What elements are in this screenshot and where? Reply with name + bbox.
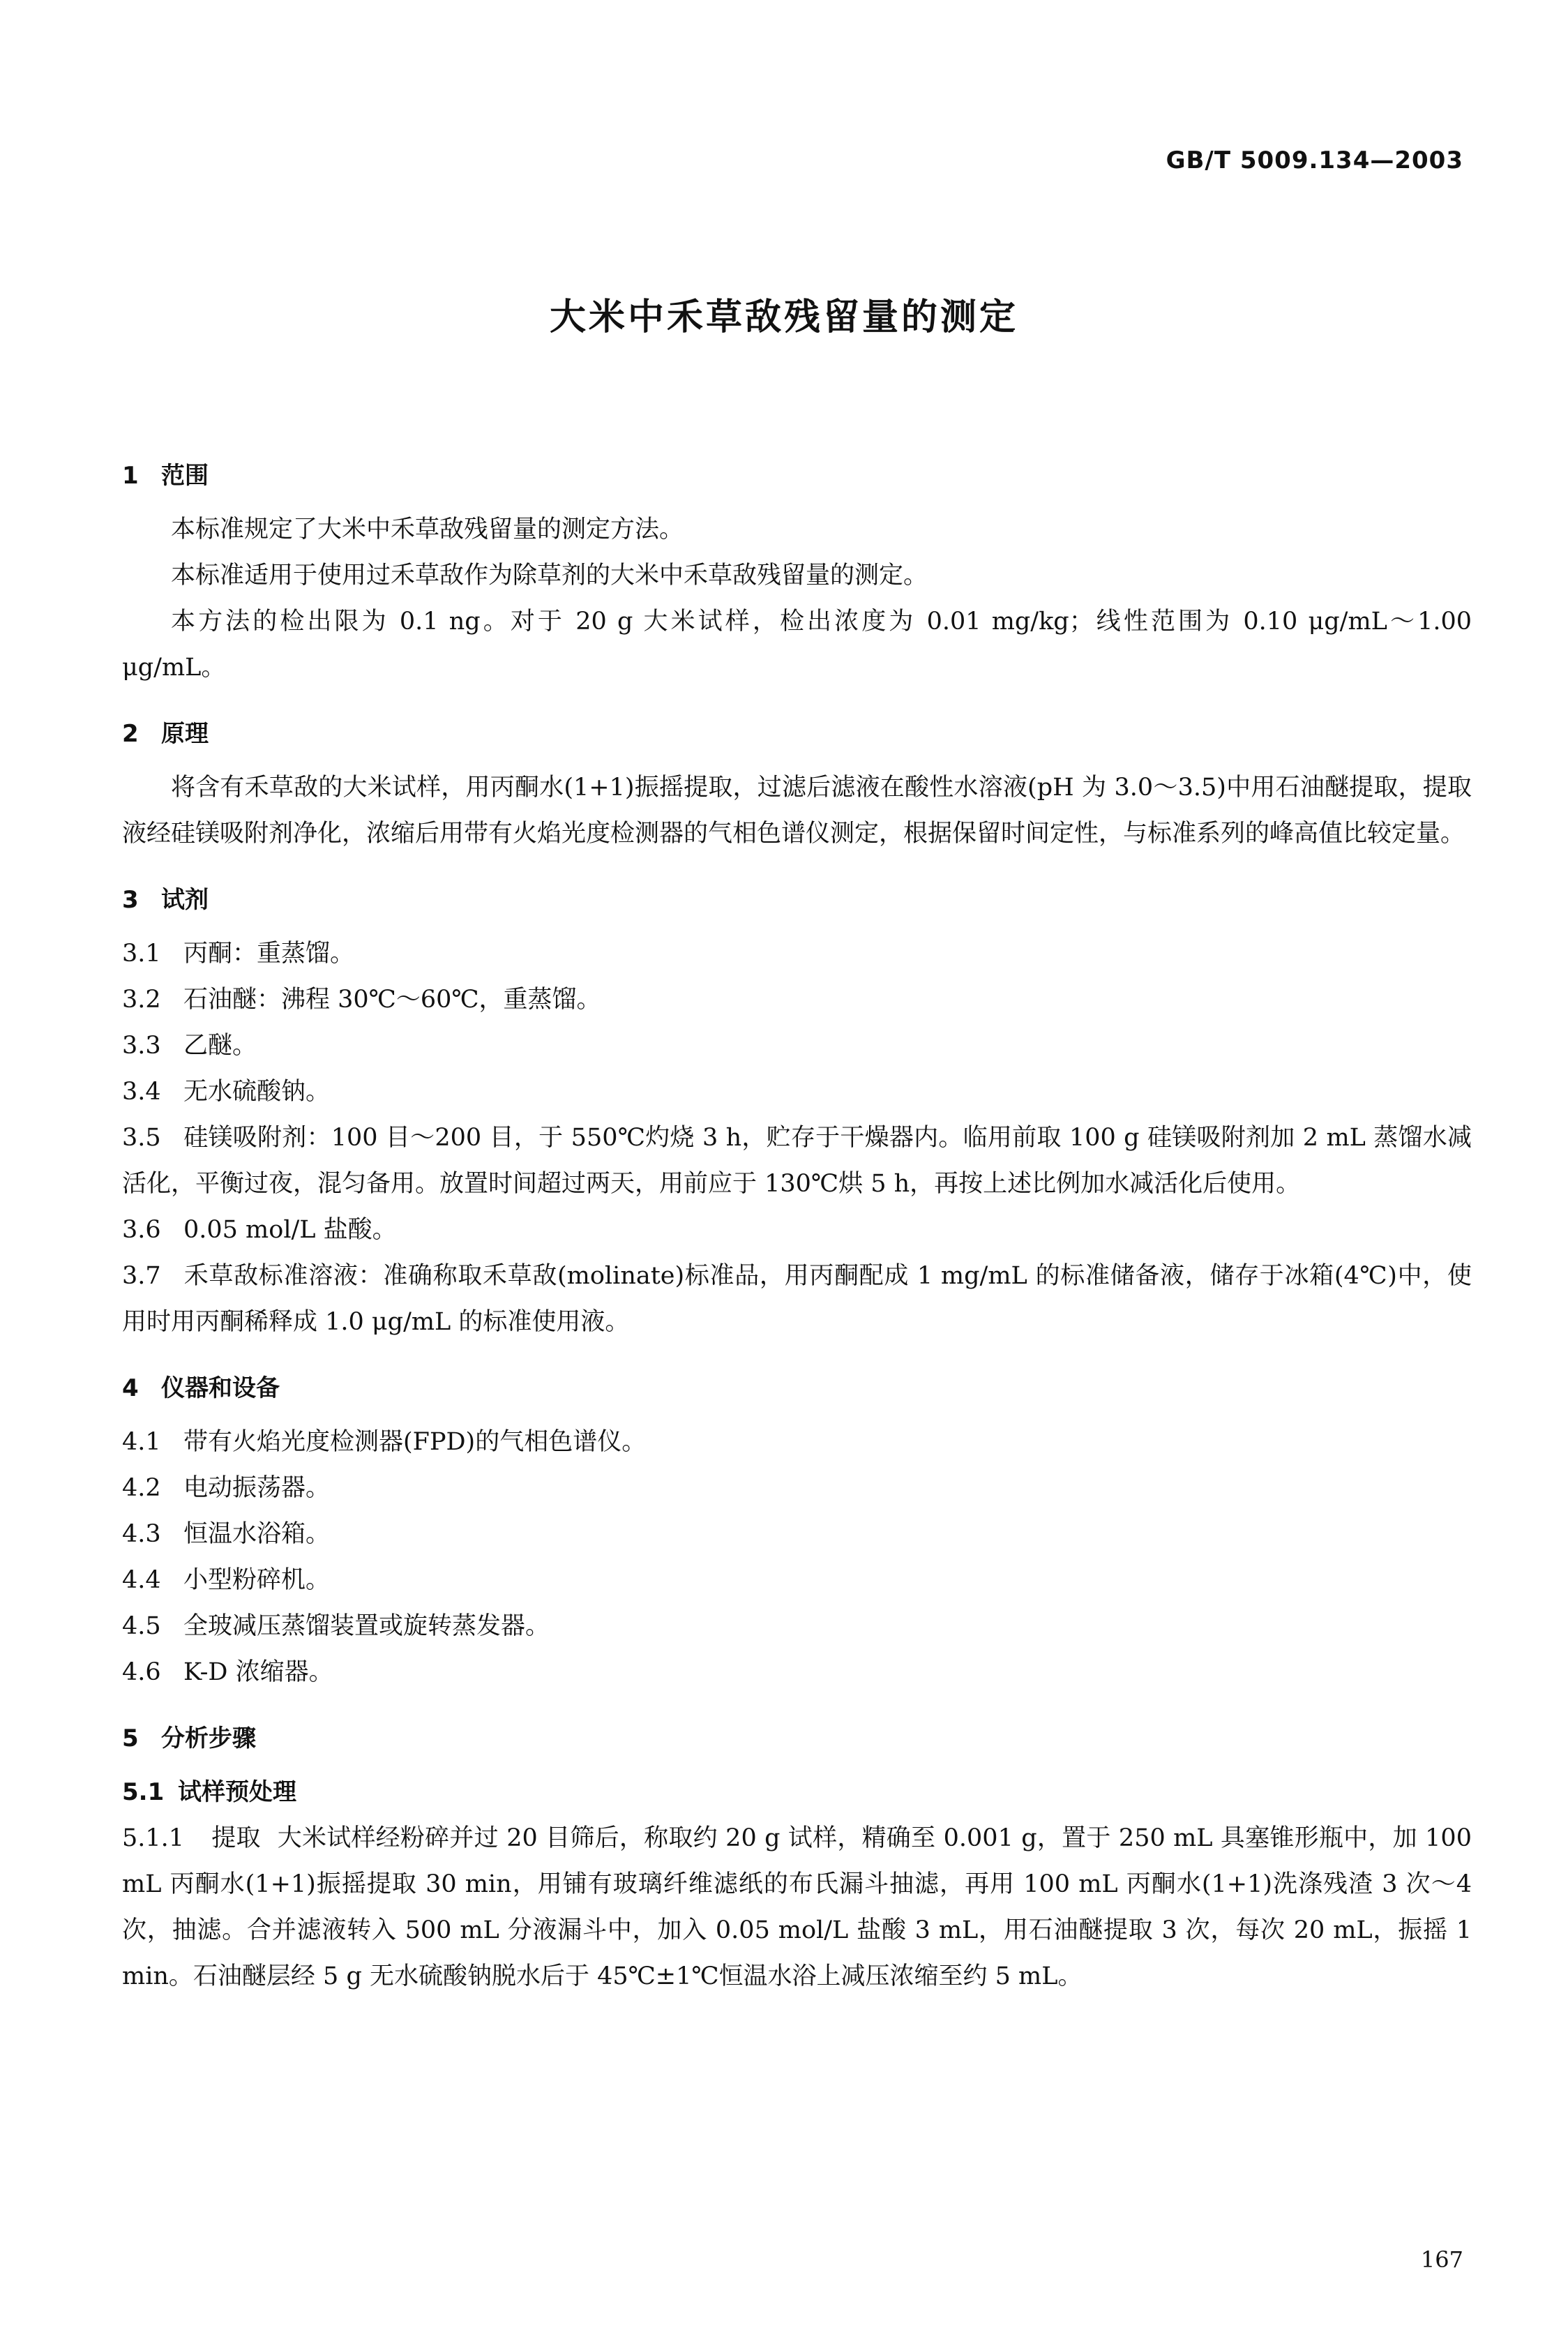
standard-code: GB/T 5009.134—2003 [1166, 146, 1463, 174]
section-number: 2 [122, 720, 139, 748]
item-text: 石油醚：沸程 30℃～60℃，重蒸馏。 [183, 986, 601, 1014]
section-heading [122, 1708, 1472, 1769]
item-number: 3.4 [122, 1078, 161, 1106]
item-text: 全玻减压蒸馏装置或旋转蒸发器。 [183, 1612, 550, 1640]
list-item [122, 1115, 1472, 1207]
item-text: 大米试样经粉碎并过 20 目筛后，称取约 20 g 试样，精确至 0.001 g，置于 250 mL 具塞锥形瓶中，加 100 mL 丙酮水(1+1)振摇提取 30 min，用铺有玻璃纤维滤纸的布氏漏斗抽滤，再用 100 mL 丙酮水(1+1)洗涤残渣 3 次～4 次，抽滤。合并滤液转入 500 mL 分液漏斗中，加入 0.05 mol/L 盐酸 3 mL，用石油醚提取 3 次，每次 20 mL，振摇 1 min。石油醚层经 5 g 无水硫酸钠脱水后于 45℃±1℃恒温水浴上减压浓缩至约 5 mL。 [122, 1824, 1472, 1990]
section-heading [122, 1358, 1472, 1419]
item-number: 4.1 [122, 1428, 161, 1456]
section-title: 仪器和设备 [161, 1374, 280, 1402]
item-text: K-D 浓缩器。 [183, 1658, 333, 1686]
paragraph: 本标准适用于使用过禾草敌作为除草剂的大米中禾草敌残留量的测定。 [171, 562, 928, 589]
list-item [122, 1419, 1472, 1465]
document-body [122, 433, 1472, 1999]
item-number: 3.3 [122, 1032, 161, 1060]
item-lead: 提取 [211, 1824, 261, 1852]
item-number: 4.3 [122, 1520, 161, 1548]
paragraph: 本标准规定了大米中禾草敌残留量的测定方法。 [171, 516, 684, 543]
subsection-number: 5.1 [122, 1778, 165, 1806]
item-text: 硅镁吸附剂：100 目～200 目，于 550℃灼烧 3 h，贮存于干燥器内。临用前取 100 g 硅镁吸附剂加 2 mL 蒸馏水减活化，平衡过夜，混匀备用。放置时间超过两天，用前应于 130℃烘 5 h，再按上述比例加水减活化后使用。 [122, 1124, 1472, 1198]
item-text: 乙醚。 [183, 1032, 257, 1060]
item-number: 3.6 [122, 1216, 161, 1244]
list-item [122, 1023, 1472, 1069]
section-title: 试剂 [161, 886, 209, 914]
paragraph: 本方法的检出限为 0.1 ng。对于 20 g 大米试样，检出浓度为 0.01 mg/kg；线性范围为 0.10 μg/mL～1.00 μg/mL。 [122, 608, 1472, 682]
list-item [122, 1465, 1472, 1511]
section-title: 范围 [161, 462, 209, 490]
section-title: 原理 [161, 720, 209, 748]
item-number: 3.2 [122, 986, 161, 1014]
list-item [122, 1069, 1472, 1115]
item-number: 5.1.1 [122, 1824, 185, 1852]
item-text: 电动振荡器。 [183, 1474, 331, 1502]
page-number: 167 [1420, 2246, 1463, 2273]
item-text: 0.05 mol/L 盐酸。 [183, 1216, 397, 1244]
item-number: 4.2 [122, 1474, 161, 1502]
list-item [122, 1603, 1472, 1649]
list-item [122, 1253, 1472, 1345]
subsection-heading [122, 1769, 1472, 1815]
list-item [122, 1815, 1472, 1999]
paragraph: 将含有禾草敌的大米试样，用丙酮水(1+1)振摇提取，过滤后滤液在酸性水溶液(pH 为 3.0～3.5)中用石油醚提取，提取液经硅镁吸附剂净化，浓缩后用带有火焰光度检测器的气相色谱仪测定，根据保留时间定性，与标准系列的峰高值比较定量。 [122, 774, 1472, 848]
section-number: 4 [122, 1374, 139, 1402]
list-item [122, 1207, 1472, 1253]
document-title: 大米中禾草敌残留量的测定 [549, 296, 1018, 338]
item-number: 3.1 [122, 940, 161, 968]
item-number: 3.7 [122, 1262, 161, 1290]
item-text: 恒温水浴箱。 [183, 1520, 331, 1548]
item-number: 3.5 [122, 1124, 161, 1152]
item-text: 带有火焰光度检测器(FPD)的气相色谱仪。 [183, 1428, 647, 1456]
subsection-title: 试样预处理 [178, 1778, 296, 1806]
item-number: 4.4 [122, 1566, 161, 1594]
item-text: 丙酮：重蒸馏。 [183, 940, 355, 968]
list-item [122, 1649, 1472, 1695]
item-text: 小型粉碎机。 [183, 1566, 331, 1594]
section-heading [122, 703, 1472, 765]
item-text: 禾草敌标准溶液：准确称取禾草敌(molinate)标准品，用丙酮配成 1 mg/mL 的标准储备液，储存于冰箱(4℃)中，使用时用丙酮稀释成 1.0 μg/mL 的标准使用液。 [122, 1262, 1472, 1336]
section-number: 3 [122, 886, 139, 914]
item-number: 4.6 [122, 1658, 161, 1686]
list-item [122, 977, 1472, 1023]
list-item [122, 931, 1472, 977]
section-heading [122, 445, 1472, 506]
list-item [122, 1557, 1472, 1603]
section-number: 1 [122, 462, 139, 490]
item-text: 无水硫酸钠。 [183, 1078, 331, 1106]
section-number: 5 [122, 1725, 139, 1752]
list-item [122, 1511, 1472, 1557]
section-heading [122, 869, 1472, 931]
item-number: 4.5 [122, 1612, 161, 1640]
section-title: 分析步骤 [161, 1725, 256, 1752]
